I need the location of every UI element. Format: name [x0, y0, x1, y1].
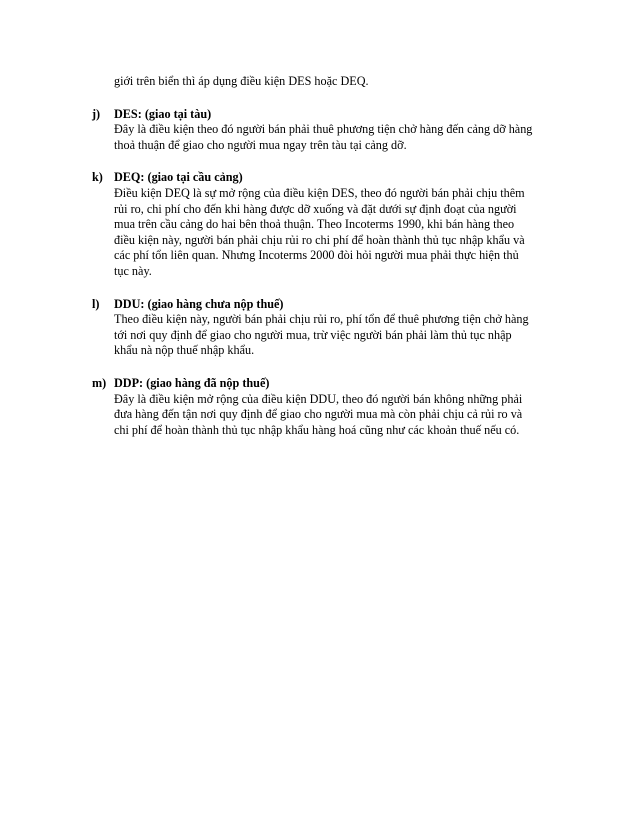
continuation-paragraph: giới trên biển thì áp dụng điều kiện DES hoặc DEQ.: [114, 74, 369, 88]
document-content: [92, 74, 562, 438]
body-line: thoả thuận để giao cho người mua ngay trên tàu tại cảng dỡ.: [114, 137, 407, 152]
section-marker: k): [92, 170, 103, 185]
section-title: DDU: (giao hàng chưa nộp thuế): [114, 296, 284, 311]
section-title: DES: (giao tại tàu): [114, 106, 212, 121]
body-line: điều kiện này, người bán phải chịu rủi ro chi phí để hoàn thành thủ tục nhập khẩu và: [114, 232, 525, 247]
section-heading: [92, 170, 562, 186]
section-body: [114, 122, 562, 153]
body-line: Theo điều kiện này, người bán phải chịu rủi ro, phí tổn để thuê phương tiện chở hàng: [114, 312, 529, 327]
section-body: [114, 186, 562, 280]
section-ddp: [92, 376, 562, 438]
section-body: [114, 312, 562, 359]
section-des: [92, 107, 562, 154]
body-line: Đây là điều kiện mở rộng của điều kiện DDU, theo đó người bán không những phải: [114, 391, 523, 406]
body-line: khẩu nà nộp thuế nhập khẩu.: [114, 343, 255, 358]
body-line: chi phí để hoàn thành thủ tục nhập khẩu hàng hoá cũng như các khoản thuế nếu có.: [114, 422, 520, 437]
section-heading: [92, 376, 562, 392]
section-heading: [92, 297, 562, 313]
section-title: DDP: (giao hàng đã nộp thuế): [114, 375, 270, 390]
body-line: mua trên cầu cảng do hai bên thoả thuận. Theo Incoterms 1990, khi bán hàng theo: [114, 217, 515, 232]
body-line: Điều kiện DEQ là sự mở rộng của điều kiện DES, theo đó người bán phải chịu thêm: [114, 185, 525, 200]
section-title: DEQ: (giao tại cầu cảng): [114, 170, 243, 185]
body-line: tới nơi quy định để giao cho người mua, trừ việc người bán phải làm thủ tục nhập: [114, 327, 512, 342]
body-line: các phí tổn liên quan. Nhưng Incoterms 2000 đòi hỏi người mua phải thực hiện thủ: [114, 248, 519, 263]
section-ddu: [92, 297, 562, 359]
section-body: [114, 392, 562, 439]
section-heading: [92, 107, 562, 123]
body-line: đưa hàng đến tận nơi quy định để giao cho người mua mà còn phải chịu cả rủi ro và: [114, 407, 523, 422]
section-marker: l): [92, 296, 100, 311]
body-line: Đây là điều kiện theo đó người bán phải thuê phương tiện chở hàng đến cảng dỡ hàng: [114, 122, 533, 137]
body-line: rủi ro, chi phí cho đến khi hàng được dỡ xuống và đặt dưới sự định đoạt của người: [114, 201, 517, 216]
section-marker: m): [92, 375, 107, 390]
body-line: tục này.: [114, 263, 152, 278]
section-deq: [92, 170, 562, 279]
section-marker: j): [92, 106, 101, 121]
